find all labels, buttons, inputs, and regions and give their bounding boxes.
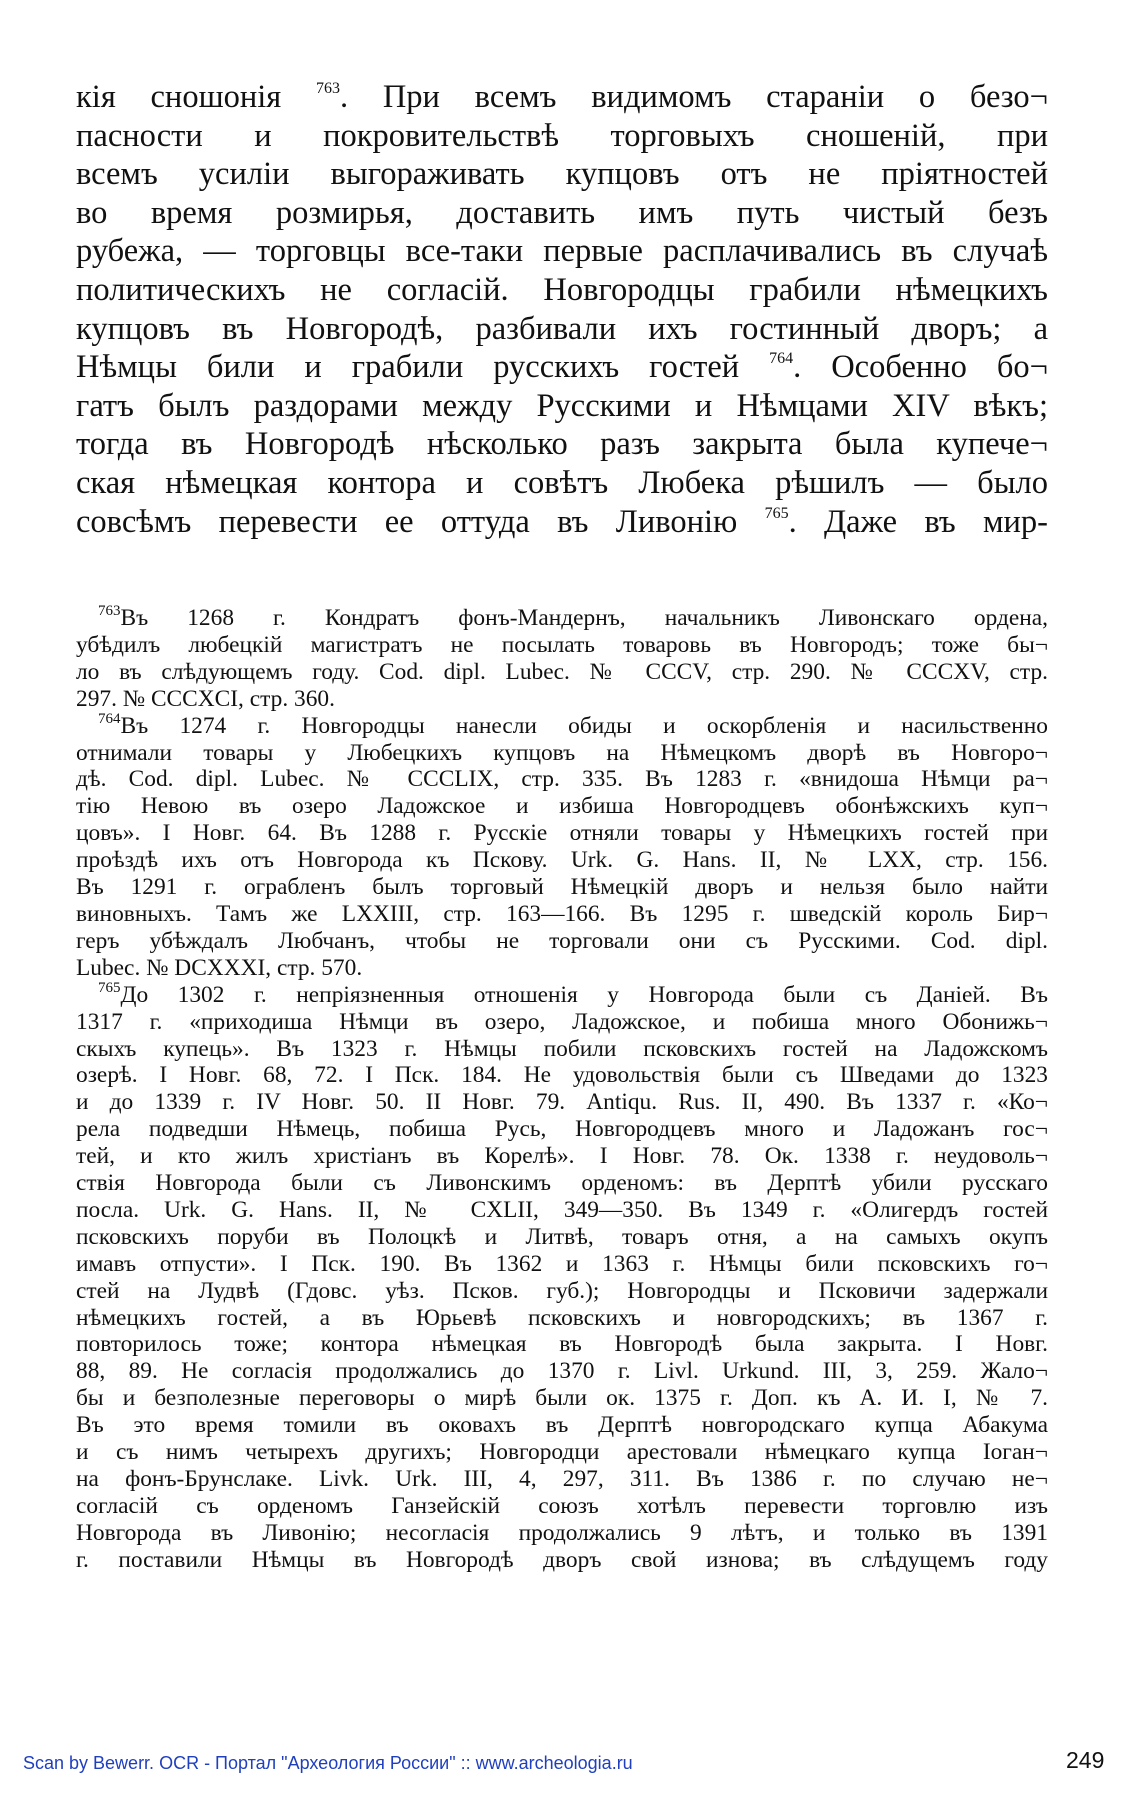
footnote-line: тей, и кто жилъ христіанъ въ Корелѣ». I Новг. 78. Ок. 1338 г. неудоволь¬ bbox=[76, 1143, 1048, 1170]
footnote-number: 763 bbox=[98, 605, 121, 619]
footnote-line: стей на Лудвѣ (Гдовс. уѣз. Псков. губ.); Новгородцы и Псковичи задержали bbox=[76, 1277, 1048, 1304]
footnote-line: 297. № CCCXCI, стр. 360. bbox=[76, 685, 335, 712]
footnote-line: согласій съ орденомъ Ганзейскій союзъ хотѣлъ перевести торговлю изъ bbox=[76, 1492, 1048, 1519]
main-text bbox=[76, 78, 1048, 541]
scan-credit-link[interactable]: Scan by Bewerr. OCR - Портал "Археология России" :: www.archeologia.ru bbox=[23, 1753, 633, 1773]
main-line: тогда въ Новгородѣ нѣсколько разъ закрыта была купече¬ bbox=[76, 426, 1048, 463]
footnote-line: дѣ. Cod. dipl. Lubec. № CCCLIX, стр. 335. Въ 1283 г. «внидоша Нѣмци ра¬ bbox=[76, 766, 1048, 793]
main-line: гатъ былъ раздорами между Русскими и Нѣмцами XIV вѣкъ; bbox=[76, 387, 1048, 424]
footnote-ref-765[interactable]: 765 bbox=[764, 504, 789, 522]
footnote-line: Въ 1291 г. ограбленъ былъ торговый Нѣмецкій дворъ и нельзя было найти bbox=[76, 874, 1048, 901]
footnote-line: повторилось тоже; контора нѣмецкая въ Новгородѣ была закрыта. I Новг. bbox=[76, 1331, 1048, 1358]
main-line: Нѣмцы били и грабили русскихъ гостей $^{764}$. Особенно бо¬ bbox=[76, 349, 1048, 386]
main-line: кія сношонія $^{763}$. При всемъ видимомъ стараніи о безо¬ bbox=[76, 79, 1048, 115]
main-line: совсѣмъ перевести ее оттуда въ Ливонію $^{765}$. Даже въ мир- bbox=[76, 503, 1048, 540]
footnote-line: виновныхъ. Тамъ же LXXIII, стр. 163—166. Въ 1295 г. шведскій король Бир¬ bbox=[76, 900, 1048, 927]
footnote-line: г. поставили Нѣмцы въ Новгородѣ дворъ свой изнова; въ слѣдущемъ году bbox=[76, 1546, 1048, 1573]
footnote-765-first-line: $^{765}$До 1302 г. непріязненныя отношенія у Новгорода были съ Даніей. Въ bbox=[98, 981, 1048, 1008]
footnote-line: посла. Urk. G. Hans. II, № CXLII, 349—350. Въ 1349 г. «Олигердъ гостей bbox=[76, 1196, 1048, 1223]
footnote-line: и до 1339 г. IV Новг. 50. II Новг. 79. Antiqu. Rus. II, 490. Въ 1337 г. «Ко¬ bbox=[76, 1089, 1048, 1116]
footnote-line: Въ это время томили въ оковахъ въ Дерптѣ новгородскаго купца Абакума bbox=[76, 1412, 1048, 1439]
footnote-number: 765 bbox=[98, 981, 121, 996]
footnote-line: 88, 89. Не согласія продолжались до 1370 г. Livl. Urkund. III, 3, 259. Жало¬ bbox=[76, 1358, 1048, 1385]
footnote-line: псковскихъ поруби въ Полоцкѣ и Литвѣ, товаръ отня, а на самыхъ окупъ bbox=[76, 1223, 1048, 1250]
footnote-line: Новгорода въ Ливонію; несогласія продолжались 9 лѣтъ, и только въ 1391 bbox=[76, 1519, 1048, 1546]
main-line: во время розмирья, доставить имъ путь чистый безъ bbox=[76, 194, 1048, 231]
main-line: купцовъ въ Новгородѣ, разбивали ихъ гостинный дворъ; а bbox=[76, 310, 1048, 347]
footnote-line: проѣздѣ ихъ отъ Новгорода къ Пскову. Urk. G. Hans. II, № LXX, стр. 156. bbox=[76, 847, 1048, 874]
footnotes bbox=[76, 605, 1048, 1574]
footnote-line: геръ убѣждалъ Любчанъ, чтобы не торговали они съ Русскими. Cod. dipl. bbox=[76, 927, 1048, 954]
footnote-764-first-line: $^{764}$Въ 1274 г. Новгородцы нанесли обиды и оскорбленія и насильственно bbox=[98, 712, 1048, 739]
footnote-line: и съ нимъ четырехъ другихъ; Новгородци арестовали нѣмецкаго купца Іоган¬ bbox=[76, 1439, 1048, 1466]
footnote-number: 764 bbox=[98, 712, 121, 727]
footnote-line: озерѣ. I Новг. 68, 72. I Пск. 184. Не удовольствія были съ Шведами до 1323 bbox=[76, 1062, 1048, 1089]
footnote-line: ло въ слѣдующемъ году. Cod. dipl. Lubec. № CCCV, стр. 290. № CCCXV, стр. bbox=[76, 658, 1048, 685]
footnote-line: тію Невою въ озеро Ладожское и избиша Новгородцевъ обонѣжскихъ куп¬ bbox=[76, 793, 1048, 820]
footnote-line: цовъ». I Новг. 64. Въ 1288 г. Русскіе отняли товары у Нѣмецкихъ гостей при bbox=[76, 820, 1048, 847]
main-line: ская нѣмецкая контора и совѣтъ Любека рѣшилъ — было bbox=[76, 464, 1048, 501]
footnote-line: имавъ отпусти». I Пск. 190. Въ 1362 и 1363 г. Нѣмцы били псковскихъ го¬ bbox=[76, 1250, 1048, 1277]
footnote-line: рела подведши Нѣмець, побиша Русь, Новгородцевъ много и Ладожанъ гос¬ bbox=[76, 1116, 1048, 1143]
footnote-line: на фонъ-Брунслаке. Livk. Urk. III, 4, 297, 311. Въ 1386 г. по случаю не¬ bbox=[76, 1466, 1048, 1492]
footnote-line: ствія Новгорода были съ Ливонскимъ орденомъ: въ Дерптѣ убили русскаго bbox=[76, 1170, 1048, 1197]
page-number: 249 bbox=[1066, 1747, 1105, 1773]
footnote-line: 1317 г. «приходиша Нѣмци въ озеро, Ладожское, и побиша много Обонижь¬ bbox=[76, 1008, 1048, 1035]
footnote-ref-763[interactable]: 763 bbox=[315, 80, 340, 97]
footnote-line: убѣдилъ любецкій магистратъ не посылать товаровь въ Новгородъ; тоже бы¬ bbox=[76, 631, 1048, 658]
footnote-line: Lubec. № DCXXXI, стр. 570. bbox=[76, 954, 363, 981]
footnote-763-first-line: $^{763}$Въ 1268 г. Кондратъ фонъ-Мандернъ, начальникъ Ливонскаго ордена, bbox=[98, 605, 1048, 631]
footnote-ref-764[interactable]: 764 bbox=[769, 350, 794, 368]
footnote-line: скыхъ купець». Въ 1323 г. Нѣмцы побили псковскихъ гостей на Ладожскомъ bbox=[76, 1035, 1048, 1062]
footnote-line: нѣмецкихъ гостей, а въ Юрьевѣ псковскихъ и новгородскихъ; въ 1367 г. bbox=[76, 1304, 1048, 1331]
main-line: всемъ усиліи выгораживать купцовъ отъ не пріятностей bbox=[76, 156, 1048, 193]
footnote-line: отнимали товары у Любецкихъ купцовъ на Нѣмецкомъ дворѣ въ Новгоро¬ bbox=[76, 739, 1048, 766]
main-line: политическихъ не согласій. Новгородцы грабили нѣмецкихъ bbox=[76, 271, 1048, 308]
main-line: пасности и покровительствѣ торговыхъ сношеній, при bbox=[76, 117, 1048, 154]
footnote-line: бы и безполезные переговоры о мирѣ были ок. 1375 г. Доп. къ А. И. I, № 7. bbox=[76, 1385, 1048, 1412]
main-line: рубежа, — торговцы все-таки первые расплачивались въ случаѣ bbox=[76, 233, 1048, 270]
